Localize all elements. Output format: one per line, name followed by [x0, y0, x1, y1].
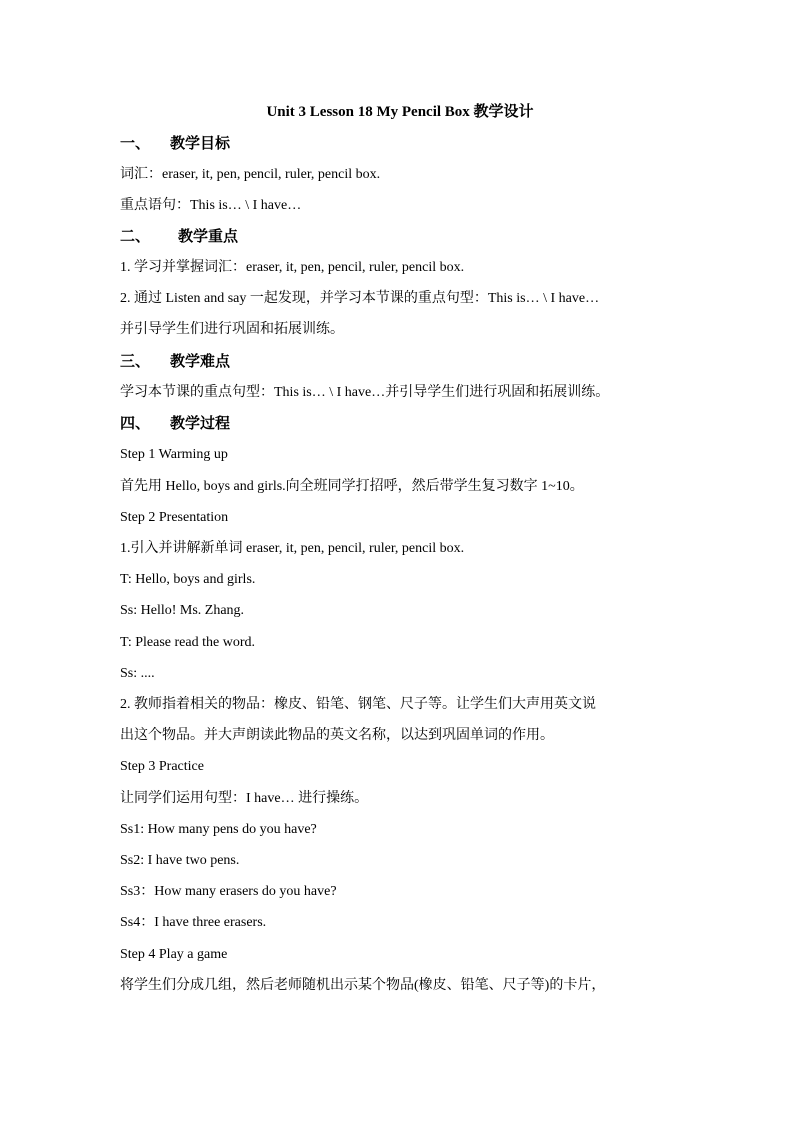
section-heading-objectives: [120, 134, 230, 152]
step-3-text: 让同学们运用句型：I have… 进行操练。: [120, 791, 369, 806]
focus-item-2: 2. 通过 Listen and say 一起发现，并学习本节课的重点句型：This is… \ I have…: [120, 291, 600, 306]
step-2-item-1: 1.引入并讲解新单词 eraser, it, pen, pencil, ruler, pencil box.: [120, 541, 465, 556]
section-number: 一、: [120, 134, 151, 152]
step-2-title: Step 2 Presentation: [120, 510, 229, 525]
step-1-text: 首先用 Hello, boys and girls.向全班同学打招呼，然后带学生复习数字 1~10。: [120, 479, 584, 494]
section-number: 四、: [120, 414, 151, 432]
section-number: 二、: [120, 227, 151, 245]
step-1-title: Step 1 Warming up: [120, 447, 228, 462]
practice-line: Ss1: How many pens do you have?: [120, 822, 317, 837]
practice-line: Ss2: I have two pens.: [120, 853, 240, 868]
dialogue-line: T: Please read the word.: [120, 635, 255, 650]
key-sentence-line: 重点语句：This is… \ I have…: [120, 198, 302, 213]
dialogue-line: Ss: Hello! Ms. Zhang.: [120, 603, 245, 618]
document-page: [120, 0, 680, 1122]
section-heading-focus: [120, 227, 238, 245]
step-2-item-2: 2. 教师指着相关的物品：橡皮、铅笔、钢笔、尺子等。让学生们大声用英文说: [120, 697, 596, 712]
focus-item-1: 1. 学习并掌握词汇：eraser, it, pen, pencil, ruler, pencil box.: [120, 260, 465, 275]
section-label: 教学重点: [178, 227, 239, 245]
practice-line: Ss3：How many erasers do you have?: [120, 884, 337, 899]
vocab-line: 词汇：eraser, it, pen, pencil, ruler, pencil box.: [120, 167, 381, 182]
section-label: 教学目标: [170, 134, 231, 152]
step-4-title: Step 4 Play a game: [120, 947, 228, 962]
focus-item-2-cont: 并引导学生们进行巩固和拓展训练。: [120, 322, 344, 337]
section-number: 三、: [120, 352, 151, 370]
section-heading-process: [120, 414, 230, 432]
section-label: 教学过程: [170, 414, 231, 432]
section-heading-difficulty: [120, 352, 230, 370]
section-label: 教学难点: [170, 352, 231, 370]
step-2-item-2-cont: 出这个物品。并大声朗读此物品的英文名称，以达到巩固单词的作用。: [120, 728, 554, 743]
dialogue-line: T: Hello, boys and girls.: [120, 572, 256, 587]
difficulty-line: 学习本节课的重点句型：This is… \ I have…并引导学生们进行巩固和拓展训练。: [120, 385, 610, 400]
document-title: Unit 3 Lesson 18 My Pencil Box 教学设计: [266, 104, 534, 120]
dialogue-line: Ss: ....: [120, 666, 155, 681]
practice-line: Ss4：I have three erasers.: [120, 915, 267, 930]
step-4-text: 将学生们分成几组，然后老师随机出示某个物品(橡皮、铅笔、尺子等)的卡片，: [120, 978, 606, 993]
step-3-title: Step 3 Practice: [120, 759, 204, 774]
